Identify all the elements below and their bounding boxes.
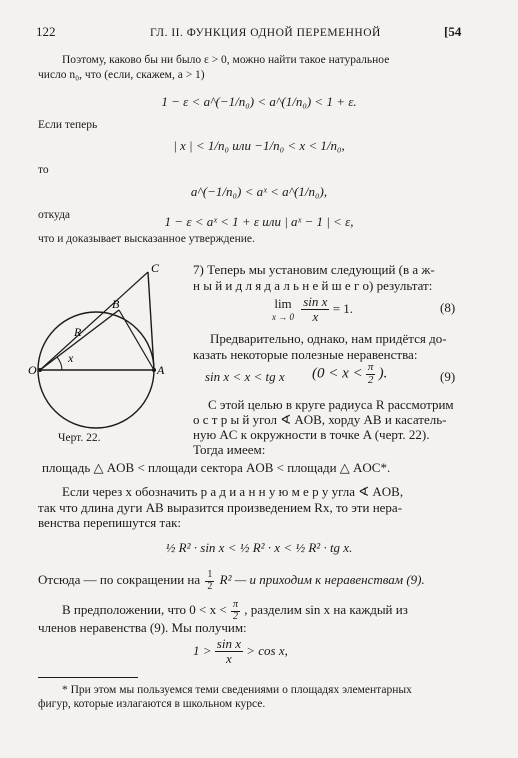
para8-line1: В предположении, что 0 < x < $\frac{\pi}{2}$ , разделим sin x на каждый из xyxy=(62,599,408,622)
lim-subscript: x → 0 xyxy=(272,312,294,323)
formula11-right: > cos x, xyxy=(246,643,288,659)
para6-line1: Если через x обозначить р а д и а н н у ю м е р у угла ∢ AOB, xyxy=(62,484,404,499)
tangent-ac xyxy=(148,272,154,370)
para7: Отсюда — по сокращении на $\frac{1}{2}$ R² — и приходим к неравенствам (9). xyxy=(38,569,425,592)
formula11-numerator: sin x xyxy=(216,636,241,651)
formula11-left: 1 > xyxy=(193,643,212,659)
para1-line2: число n₀, что (если, скажем, a > 1) xyxy=(38,69,205,81)
section-number: [54 xyxy=(444,24,462,39)
para5-line1: С этой целью в круге радиуса R рассмотрим xyxy=(208,397,454,412)
area-inequality: площадь △ AOB < площади сектора AOB < площади △ AOC*. xyxy=(42,460,391,475)
formula-3: a^(−1/n₀) < aˣ < a^(1/n₀), xyxy=(190,184,328,199)
para2: Если теперь xyxy=(38,119,98,131)
footnote-line2: фигур, которые излагаются в школьном курсе. xyxy=(38,698,266,710)
para5-line2: о с т р ы й угол ∢ AOB, хорду AB и касатель- xyxy=(193,412,447,427)
figure-caption: Черт. 22. xyxy=(58,432,101,444)
footnote-line1: * При этом мы пользуемся теми сведениями о площадях элементарных xyxy=(62,684,412,696)
para4-line2: казать некоторые полезные неравенства: xyxy=(193,347,418,362)
equation-tag-8: (8) xyxy=(440,300,456,315)
para6-line3: венства перепишутся так: xyxy=(38,515,182,530)
equation-tag-9: (9) xyxy=(440,369,456,384)
running-title: ГЛ. II. ФУНКЦИЯ ОДНОЙ ПЕРЕМЕННОЙ xyxy=(150,27,381,39)
point-o xyxy=(38,368,42,372)
para1-line1: Поэтому, каково бы ни было ε > 0, можно найти такое натуральное xyxy=(62,54,390,66)
label-b: B xyxy=(112,297,120,311)
label-o: O xyxy=(28,363,37,377)
pi-numerator: π xyxy=(367,361,374,373)
lim-operator: lim xyxy=(274,296,292,312)
footnote-rule xyxy=(38,677,138,678)
para8-start: В предположении, что 0 < x < xyxy=(62,601,227,617)
formula8-numerator: sin x xyxy=(303,294,328,309)
item7-line2: н ы й и д л я д а л ь н е й ш е г о) результат: xyxy=(193,278,433,293)
radius-ob xyxy=(40,310,119,370)
label-a: A xyxy=(157,363,165,377)
figure-circle-diagram xyxy=(28,258,188,443)
label-x: x xyxy=(68,351,74,365)
formula-4: 1 − ε < aˣ < 1 + ε или | aˣ − 1 | < ε, xyxy=(164,214,354,229)
para7-start: Отсюда — по сокращении на xyxy=(38,571,201,587)
formula-11 xyxy=(193,637,288,665)
formula8-denominator: x xyxy=(312,308,319,324)
formula-2: | x | < 1/n₀ или −1/n₀ < x < 1/n₀, xyxy=(173,138,345,153)
word-whence: откуда xyxy=(38,209,71,221)
word-to: то xyxy=(38,164,49,176)
chord-ab xyxy=(119,310,154,370)
formula-9-left: sin x < x < tg x xyxy=(205,369,285,384)
para5-line3: ную AC к окружности в точке A (черт. 22). xyxy=(193,427,430,442)
formula8-rest: = 1. xyxy=(332,301,354,317)
label-c: C xyxy=(151,261,160,275)
para4-line1: Предварительно, однако, нам придётся до- xyxy=(210,331,447,346)
label-r: R xyxy=(74,325,82,339)
formula-1: 1 − ε < a^(−1/n₀) < a^(1/n₀) < 1 + ε. xyxy=(161,94,357,109)
line-oc xyxy=(40,272,148,370)
formula-9-condition xyxy=(312,362,387,386)
item7-line1: 7) Теперь мы установим следующий (в а ж- xyxy=(193,262,435,277)
para3: что и доказывает высказанное утверждение. xyxy=(38,233,255,245)
angle-arc xyxy=(57,357,62,370)
para8-end: , разделим sin x на каждый из xyxy=(244,601,408,617)
para5-line4: Тогда имеем: xyxy=(193,442,266,457)
condition-open: (0 < x < xyxy=(312,365,363,382)
formula11-denominator: x xyxy=(225,650,232,666)
pi-denominator: 2 xyxy=(367,373,374,386)
page-number: 122 xyxy=(36,24,56,39)
condition-close: ). xyxy=(378,365,388,382)
formula-8 xyxy=(272,295,353,323)
para7-end: R² — и приходим к неравенствам (9). xyxy=(219,571,425,587)
para8-line2: членов неравенства (9). Мы получим: xyxy=(38,620,247,635)
point-a xyxy=(152,368,156,372)
para6-line2: так что длина дуги AB выразится произведением Rx, то эти нера- xyxy=(38,500,403,515)
formula-10: ½ R² · sin x < ½ R² · x < ½ R² · tg x. xyxy=(165,540,353,555)
